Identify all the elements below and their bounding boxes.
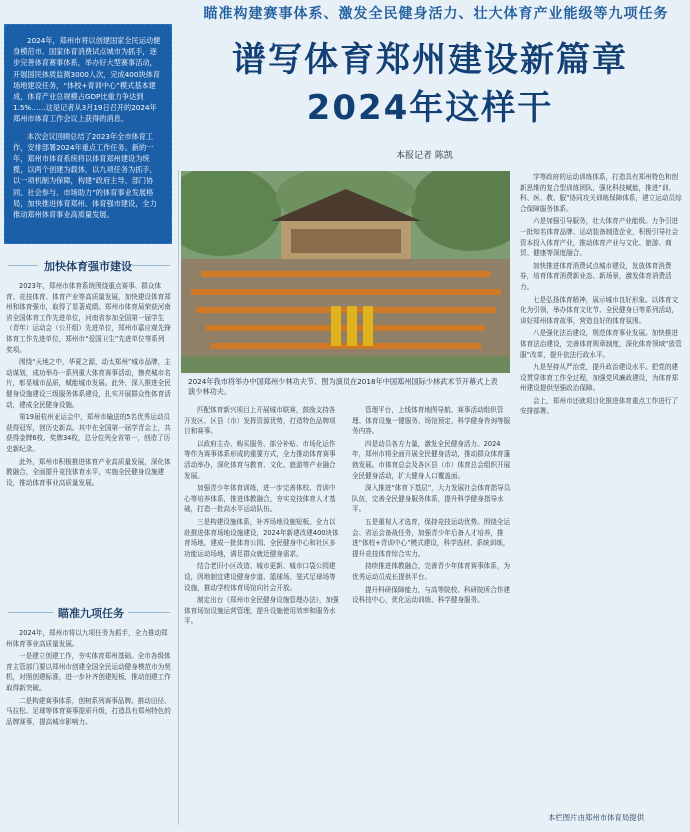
- section-rule-left: [8, 612, 53, 613]
- headline-line-2: 2024年这样干: [306, 88, 554, 128]
- paragraph: 三是构建设施体系，补齐场地设施短板。全力以赴推进体育场地设施建设，2024年新建改建400块体育场地，建成一批体育公园、全民健身中心和社区多功能运动场地，满足群众就近健身需求。: [184, 517, 339, 558]
- paragraph: 以政府主办、购买服务、部分补贴、市场化运作等作为赛事体系形成的重要方式，全力推动体育赛事活动举办，深化体育与教育、文化、旅游等产业融合发展。: [184, 439, 336, 480]
- paragraph: 四是动员各方力量，激发全民健身活力。2024年，郑州市将全面开展全民健身活动，推动群众体育蓬勃发展。市体育总会及各区县（市）体育总会组织开展全民健身活动，扩大健身人口覆盖面。: [352, 439, 511, 480]
- paragraph: 第19届杭州亚运会中，郑州市输送的5名优秀运动员获得冠军，创历史新高。其中在全国第一届学青会上，共获得金牌6枚、奖牌34枚，总分位列全省第一，创造了历史新纪录。: [6, 413, 171, 453]
- paragraph: 二是构建赛事体系，创树系列赛事品牌。推动田径、马拉松、足球等体育赛事提质升级，打造具有郑州特色的品牌赛事，提高城市影响力。: [6, 696, 171, 726]
- paragraph: 管理平台，上线体育地图导航、赛事活动组织管理、体育设施一键服务、场馆预定、科学健身咨询等服务内容。: [352, 406, 511, 436]
- paragraph: 一是建立创建工作，夯实体育郑州基础。全市各级体育主管部门要以郑州市创建全国全民运动健身模范市为契机，对照创建标准，进一步补齐创建短板，推动创建工作取得新突破。: [6, 652, 171, 692]
- section-heading-1: 加快体育强市建设: [44, 260, 132, 273]
- photo-illustration: [181, 171, 510, 373]
- paragraph: 八是强化法治建设，规范体育事业发展。加快推进体育法治建设，完善体育规章制度，深化体育领域“放管服”改革，提升依法行政水平。: [520, 329, 682, 359]
- byline: 本报记者 陈凯: [396, 151, 453, 161]
- section-rule-left: [8, 265, 38, 266]
- column-1b: [6, 628, 171, 826]
- column-1a: [6, 281, 171, 586]
- paragraph: 2024年，郑州市将以九项任务为抓手，全力推动郑州体育事业高质量发展。: [6, 629, 168, 648]
- paragraph: 结合老旧小区改造、城市更新、城市口袋公园建设，因地制宜建设健身步道、篮球场、笼式足球场等设施，推动学校体育场馆向社会开放。: [184, 562, 336, 592]
- paragraph: 会上，郑州市还就项目化推进体育重点工作进行了安排部署。: [520, 396, 679, 416]
- paragraph: 加快推进体育消费试点城市建设，发放体育消费券，培育体育消费新业态、新场景，激发体育消费活力。: [520, 261, 672, 291]
- lead-summary-box: [4, 24, 172, 244]
- paragraph: 提升科研保障能力，与高等院校、科研院所合作建设科技中心，优化运动训练、科学健身服务。: [352, 585, 511, 605]
- section-rule-right: [128, 612, 170, 613]
- section-rule-right: [132, 265, 170, 266]
- paragraph: 深入推进“体育下基层”，大力发展社会体育指导员队伍，完善全民健身服务体系，提升科学健身指导水平。: [352, 484, 511, 514]
- lead-paragraph-1: 2024年，郑州市将以创建国家全民运动健身模范市、国家体育消费试点城市为抓手，逐步完善体育赛事体系，举办好大型赛事活动，开展国民体质监测3000人次，完成400块体育场地建设任务，“体校+青训中心”模式基本建成，体育产业总规模占GDP比重力争达到1.5%……这是记者从3月19日召开的2024年郑州市体育工作会议上获得的消息。: [13, 36, 161, 124]
- paragraph: 六是加强引导服务，壮大体育产业能级。力争引进一批知名体育品牌、运动装备制造企业，积极引导社会资本投入体育产业，推动体育产业与文化、旅游、商贸、健康等深度融合。: [520, 217, 679, 258]
- paragraph: 制定出台《郑州市全民健身设施管理办法》，加强体育场馆设施运营管理，提升设施使用效率和服务水平。: [184, 596, 339, 626]
- headline-line-1: 谱写体育郑州建设新篇章: [232, 40, 628, 80]
- paragraph: 围绕“天地之中，华夏之源，动太郑州”城市品牌，主动谋划，成功举办一系列重大体育赛事活动，擦亮城市名片，彰显城市品质，赋能城市发展。此外，深入推进全民健身设施建设三级服务体系建设，扎实开展群众性体育活动，建成全民健身设施。: [6, 358, 171, 409]
- column-4: [520, 172, 684, 804]
- paragraph: 加强青少年体育训练，进一步完善体校、青训中心等培养体系，推进体教融合，夯实竞技体育人才基础，打造一批高水平运动队伍。: [184, 484, 336, 514]
- paragraph: 九是坚持从严治党，提升政治建设水平。把党的建设贯穿体育工作全过程，加强党风廉政建设，为体育郑州建设提供坚强政治保障。: [520, 363, 679, 393]
- column-2: [184, 405, 342, 825]
- paragraph: 匹配体育新兴项目上开展城市联赛，鼓励支持各开发区、区县（市）发挥资源优势，打造特色品牌项目和赛事。: [184, 406, 336, 436]
- lead-paragraph-2: 本次会议回顾总结了2023年全市体育工作，安排部署2024年重点工作任务。新的一年，郑州市体育系统将以体育郑州建设为统揽，以两个创建为载体，以九项任务为抓手，以一项机制为保障，构建“政府主导、部门协同、社会参与、市场助力”的体育事业发展格局，加快推进体育郑州、体育强市建设，全力推动郑州体育事业高质量发展。: [13, 131, 157, 220]
- paragraph: 五是重视人才选育，保持竞技运动优势。围绕全运会、省运会备战任务，加强青少年后备人才培养，推进“体校+青训中心”模式建设，科学选材、系统训练，提升竞技体育综合实力。: [352, 517, 511, 558]
- paragraph: 学等政府的运动训练体系，打造具有郑州特色和创新思维的复合型训练团队，强化科技赋能，推进“训、科、医、教、服”协同攻关训练保障体系，建立运动员综合保障服务体系。: [520, 173, 682, 213]
- column-divider: [178, 170, 179, 825]
- section-heading-2: 瞄准九项任务: [58, 607, 124, 620]
- paragraph: 此外，郑州市积极推进体育产业高质量发展，深化体教融合，全面提升竞技体育水平，实施全民健身设施建设，推动体育事业高质量发展。: [6, 457, 171, 487]
- photo-caption: 2024年我市将举办中国郑州少林功夫节。图为演员在2018年中国郑州国际少林武术节开幕式上表演少林功夫。: [188, 377, 498, 396]
- photo-credit: 本栏图片由郑州市体育局提供: [548, 813, 645, 822]
- paragraph: 七是弘扬体育精神，展示城市良好形象。以体育文化为引领，举办体育文化节、全民健身日等系列活动，讲好郑州体育故事，营造良好的体育氛围。: [520, 295, 679, 325]
- shaolin-kungfu-photo: [181, 171, 510, 373]
- paragraph: 持续推进体教融合，完善青少年体育赛事体系，为优秀运动员成长提供平台。: [352, 562, 511, 581]
- paragraph: 2023年，郑州市体育系统围绕重点赛事、群众体育、竞技体育、体育产业等高质量发展，加快建设体育郑州和体育强市，取得了显著成绩。郑州市体育局荣获河南省全国体育工作先进单位，河南省参加全国第一届学生（青年）运动会（公开组）先进单位，郑州市嘉应观先锋体育工作先进单位，郑州市“爱国卫生”先进单位等系列奖项。: [6, 282, 171, 354]
- headline-deck: 瞄准构建赛事体系、激发全民健身活力、壮大体育产业能级等九项任务: [203, 6, 669, 22]
- column-3: [352, 405, 512, 825]
